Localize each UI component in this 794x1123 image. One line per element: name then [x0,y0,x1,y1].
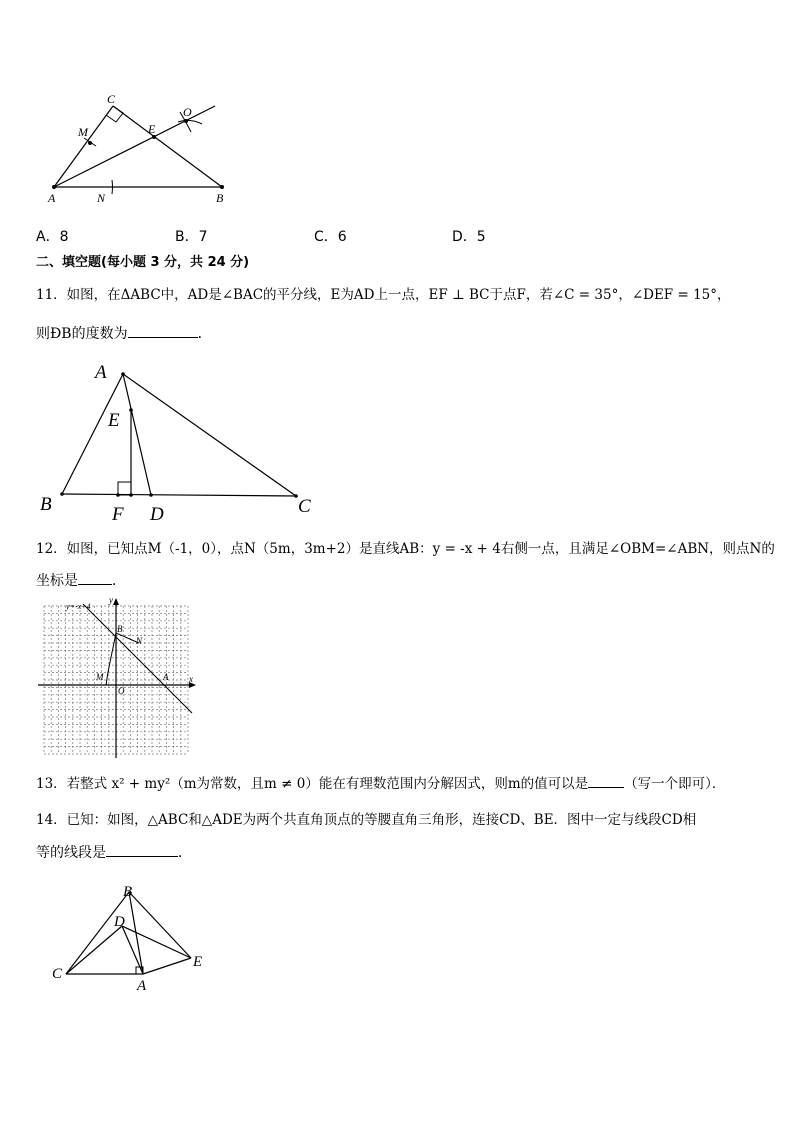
q10-option-a[interactable]: A．8 [36,229,69,245]
q14-figure [48,880,218,995]
q11-line2-suffix: ． [197,326,212,342]
q14-label-A: A [137,978,147,994]
q12-label-O: O [118,686,125,696]
q11-line1: 11．如图，在ΔABC中，AD是∠BAC的平分线，E为AD上一点，EF ⊥ BC于点F，若∠C = 35°，∠DEF = 15°， [36,287,731,303]
q11-label-D: D [150,504,164,525]
q12-line1: 12．如图，已知点M（-1，0），点N（5m，3m+2）是直线AB：y = -x + 4右侧一点，且满足∠OBM=∠ABN，则点N的 [36,541,775,557]
q11-figure [36,358,326,526]
q11-label-F: F [112,504,124,525]
q12-label-eq: y=-x+4 [66,602,91,611]
q10-option-c[interactable]: C．6 [314,229,347,245]
q11-label-E: E [108,410,120,431]
q14-label-E: E [193,954,203,970]
q12-line2 [36,570,126,591]
q10-label-O: O [183,105,192,119]
q10-label-N: N [97,191,106,205]
q10-figure [40,88,230,210]
q12-line2-prefix: 坐标是 [36,573,78,589]
q11-label-A: A [95,362,107,383]
q11-line2 [36,323,212,344]
q10-label-M: M [78,125,88,139]
q13-answer-blank[interactable] [588,773,624,788]
q14-label-D: D [114,914,125,930]
q12-label-A: A [163,672,169,682]
q10-label-A: A [48,191,56,205]
q12-line2-suffix: ． [112,573,126,589]
q10-label-E: E [148,122,156,136]
q14-label-C: C [52,966,63,982]
q10-option-b[interactable]: B．7 [175,229,208,245]
q11-label-C: C [298,496,311,517]
q14-line2 [36,842,192,863]
q10-label-B: B [216,191,224,205]
q12-label-x: x [189,674,193,684]
q14-line2-prefix: 等的线段是 [36,845,106,861]
q12-label-y: y [109,596,113,605]
q10-option-d[interactable]: D．5 [452,229,486,245]
q14-line1: 14．已知：如图，△ABC和△ADE为两个共直角顶点的等腰直角三角形，连接CD、BE．图中一定与线段CD相 [36,812,697,828]
q13-line [36,773,725,794]
q12-figure [36,596,198,760]
section-heading: 二、填空题(每小题 3 分，共 24 分) [36,255,250,270]
q11-answer-blank[interactable] [128,323,198,338]
q13-prefix: 13．若整式 x² + my²（m为常数，且m ≠ 0）能在有理数范围内分解因式，则m的值可以是 [36,776,589,792]
q13-suffix: （写一个即可）． [624,776,726,792]
q14-line2-suffix: ． [178,845,192,861]
q10-label-C: C [107,92,116,106]
q12-label-N: N [136,636,143,646]
q14-label-B: B [123,884,133,900]
q12-answer-blank[interactable] [78,570,112,585]
q14-answer-blank[interactable] [106,842,178,857]
q12-label-B: B [117,624,123,634]
q11-label-B: B [40,494,52,515]
q12-label-M: M [96,672,104,682]
q11-line2-prefix: 则ÐB的度数为 [36,326,128,342]
